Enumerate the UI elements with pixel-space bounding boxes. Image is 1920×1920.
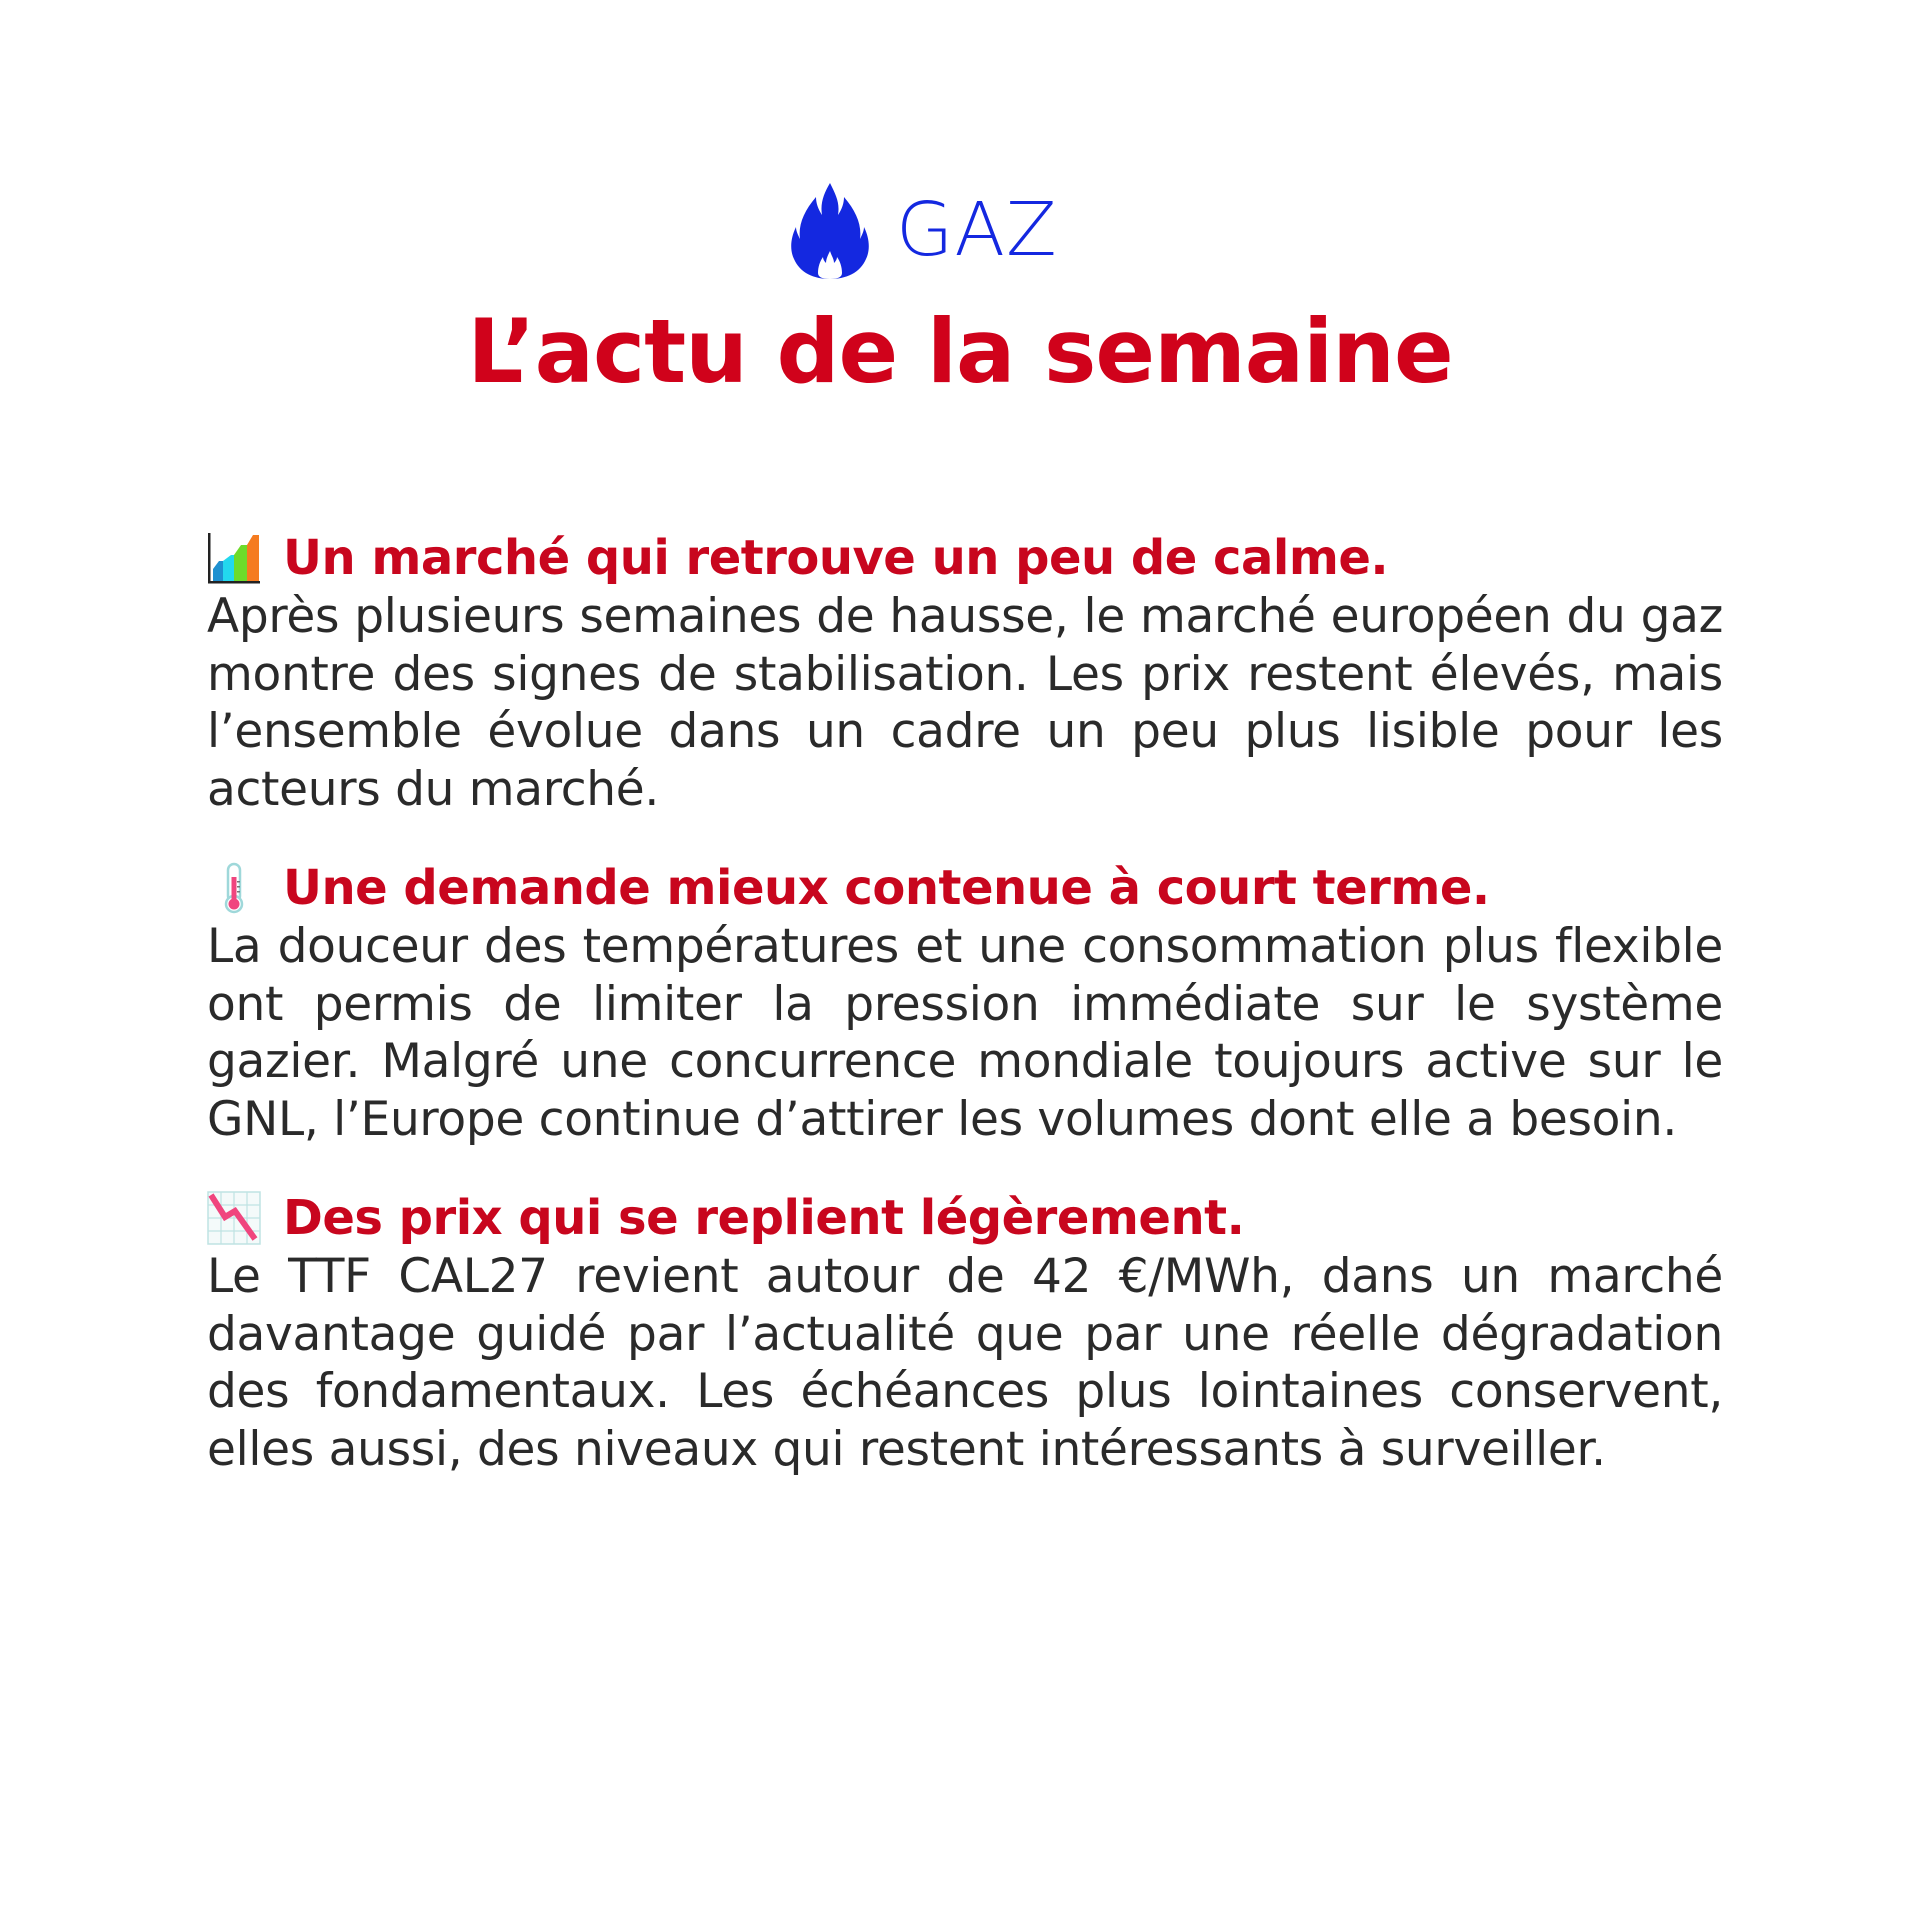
section-title: Une demande mieux contenue à court terme. bbox=[283, 860, 1490, 916]
news-section-market bbox=[207, 528, 1723, 818]
thermometer-icon bbox=[207, 861, 261, 915]
section-body: Le TTF CAL27 revient autour de 42 €/MWh, dans un marché davantage guidé par l’actualité que par une réelle dégradation des fondamentaux. Les échéances plus lointaines conservent, elles aussi, des niveaux qui restent intéressants à surveiller. bbox=[207, 1249, 1723, 1477]
section-heading bbox=[207, 1188, 1723, 1248]
news-section-prices bbox=[207, 1188, 1723, 1478]
section-heading bbox=[207, 858, 1723, 918]
news-content bbox=[207, 528, 1723, 1518]
category-label-row bbox=[790, 180, 1058, 280]
chart-decreasing-icon bbox=[207, 1191, 261, 1245]
section-body: La douceur des températures et une consommation plus flexible ont permis de limiter la pression immédiate sur le système gazier. Malgré une concurrence mondiale toujours active sur le GNL, l’Europe continue d’attirer les volumes dont elle a besoin. bbox=[207, 919, 1723, 1147]
news-section-demand bbox=[207, 858, 1723, 1148]
section-title: Un marché qui retrouve un peu de calme. bbox=[283, 530, 1389, 586]
bar-chart-increasing-icon bbox=[207, 531, 261, 585]
section-title: Des prix qui se replient légèrement. bbox=[283, 1190, 1245, 1246]
category-label: GAZ bbox=[896, 187, 1058, 273]
section-body: Après plusieurs semaines de hausse, le marché européen du gaz montre des signes de stabilisation. Les prix restent élevés, mais l’ensemble évolue dans un cadre un peu plus lisible pour les acteurs du marché. bbox=[207, 589, 1723, 817]
flame-icon bbox=[790, 181, 870, 279]
page-title: L’actu de la semaine bbox=[467, 300, 1453, 403]
section-heading bbox=[207, 528, 1723, 588]
